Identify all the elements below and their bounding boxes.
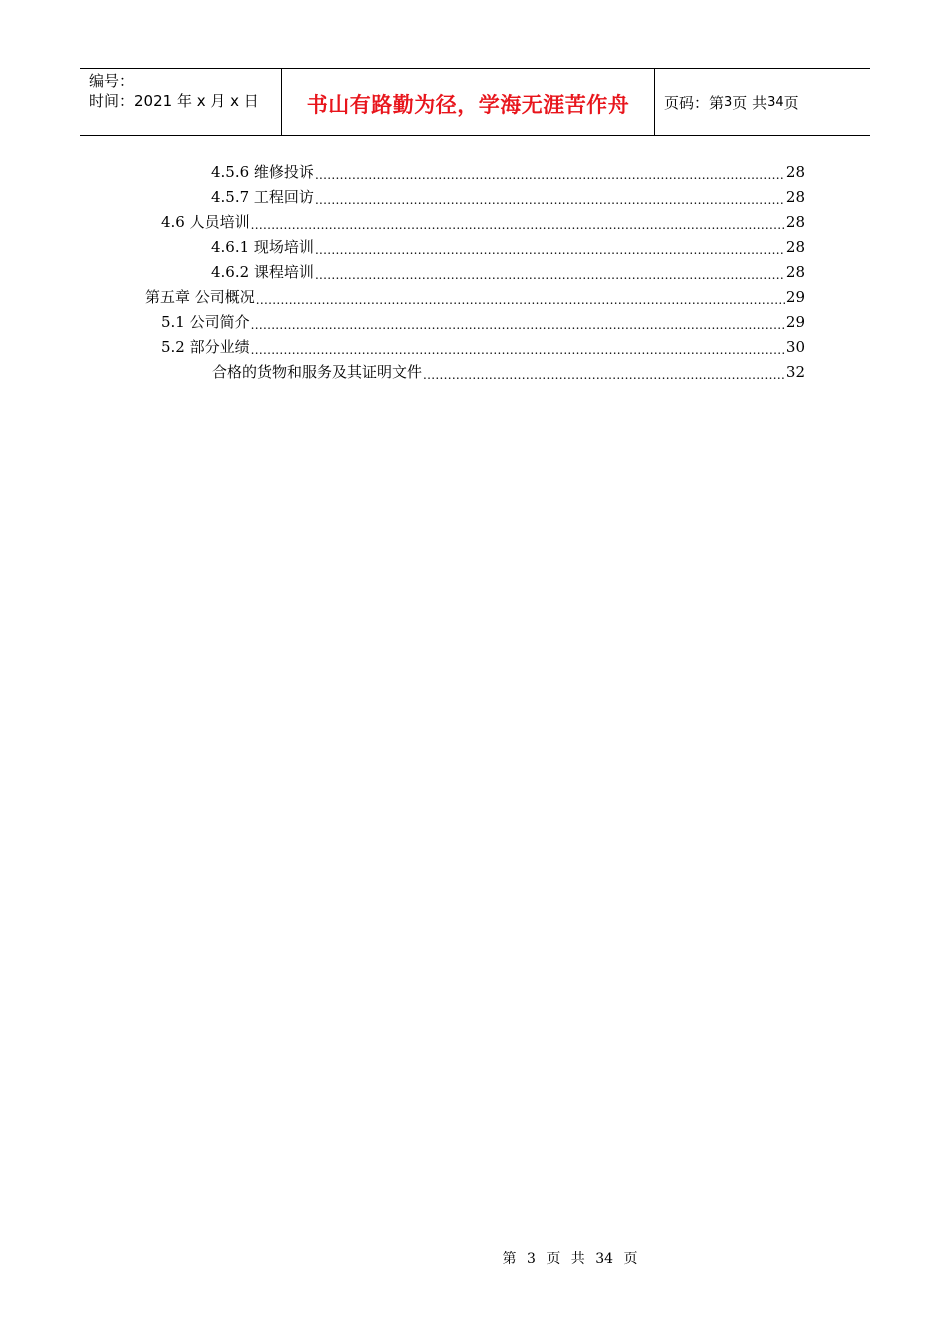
toc-entry[interactable] bbox=[161, 335, 805, 357]
page-mid: 页 共 bbox=[732, 93, 768, 112]
toc-entry-page: 29 bbox=[785, 313, 805, 331]
toc-entry-page: 28 bbox=[785, 263, 805, 281]
footer-mid1: 页 bbox=[546, 1251, 561, 1267]
toc-entry-page: 28 bbox=[785, 238, 805, 256]
toc-leader-dots bbox=[315, 187, 785, 207]
header-meta bbox=[80, 69, 282, 135]
toc-entry-page: 28 bbox=[785, 163, 805, 181]
header-page-info bbox=[655, 69, 870, 135]
toc-entry[interactable] bbox=[211, 160, 805, 182]
toc-leader-dots bbox=[251, 312, 785, 332]
toc-entry-title: 第五章 公司概况 bbox=[145, 288, 255, 306]
toc-entry[interactable] bbox=[212, 360, 805, 382]
toc-leader-dots bbox=[423, 362, 785, 382]
page-footer bbox=[0, 1248, 950, 1268]
page-label: 页码：第 bbox=[664, 93, 725, 112]
toc-entry[interactable] bbox=[161, 210, 805, 232]
toc-entry-title: 4.6.1 现场培训 bbox=[211, 238, 314, 256]
toc-entry-title: 5.2 部分业绩 bbox=[161, 338, 250, 356]
header-motto: 书山有路勤为径，学海无涯苦作舟 bbox=[306, 93, 630, 117]
page-total: 34 bbox=[767, 94, 784, 110]
footer-mid2: 共 bbox=[570, 1251, 585, 1267]
footer-current-page: 3 bbox=[526, 1251, 536, 1267]
document-date-label: 时间：2021 年 x 月 x 日 bbox=[89, 92, 259, 110]
toc-leader-dots bbox=[256, 287, 785, 307]
toc-entry-page: 32 bbox=[785, 363, 805, 381]
toc-leader-dots bbox=[315, 237, 785, 257]
toc-leader-dots bbox=[251, 337, 785, 357]
toc-entry-title: 4.6.2 课程培训 bbox=[211, 263, 314, 281]
toc-entry-page: 30 bbox=[785, 338, 805, 356]
footer-pre: 第 bbox=[502, 1251, 517, 1267]
toc-entry[interactable] bbox=[161, 310, 805, 332]
toc-entry[interactable] bbox=[211, 235, 805, 257]
toc-entry-title: 4.6 人员培训 bbox=[161, 213, 250, 231]
toc-entry-title: 5.1 公司简介 bbox=[161, 313, 250, 331]
toc-entry[interactable] bbox=[211, 185, 805, 207]
toc-entry-title: 4.5.7 工程回访 bbox=[211, 188, 314, 206]
toc-leader-dots bbox=[315, 162, 785, 182]
toc-leader-dots bbox=[251, 212, 785, 232]
toc-entry-page: 28 bbox=[785, 213, 805, 231]
toc-leader-dots bbox=[315, 262, 785, 282]
page-end: 页 bbox=[783, 93, 799, 112]
toc-entry-title: 4.5.6 维修投诉 bbox=[211, 163, 314, 181]
toc-entry-page: 29 bbox=[785, 288, 805, 306]
toc-entry-title: 合格的货物和服务及其证明文件 bbox=[212, 363, 423, 381]
footer-total-pages: 34 bbox=[595, 1251, 614, 1267]
toc-entry-page: 28 bbox=[785, 188, 805, 206]
toc-entry[interactable] bbox=[211, 260, 805, 282]
footer-end: 页 bbox=[623, 1251, 638, 1267]
toc-entry[interactable] bbox=[145, 285, 805, 307]
header-motto-cell bbox=[282, 69, 655, 135]
page-current: 3 bbox=[724, 94, 733, 110]
page-header bbox=[80, 68, 870, 136]
document-number-label: 编号： bbox=[89, 72, 135, 90]
